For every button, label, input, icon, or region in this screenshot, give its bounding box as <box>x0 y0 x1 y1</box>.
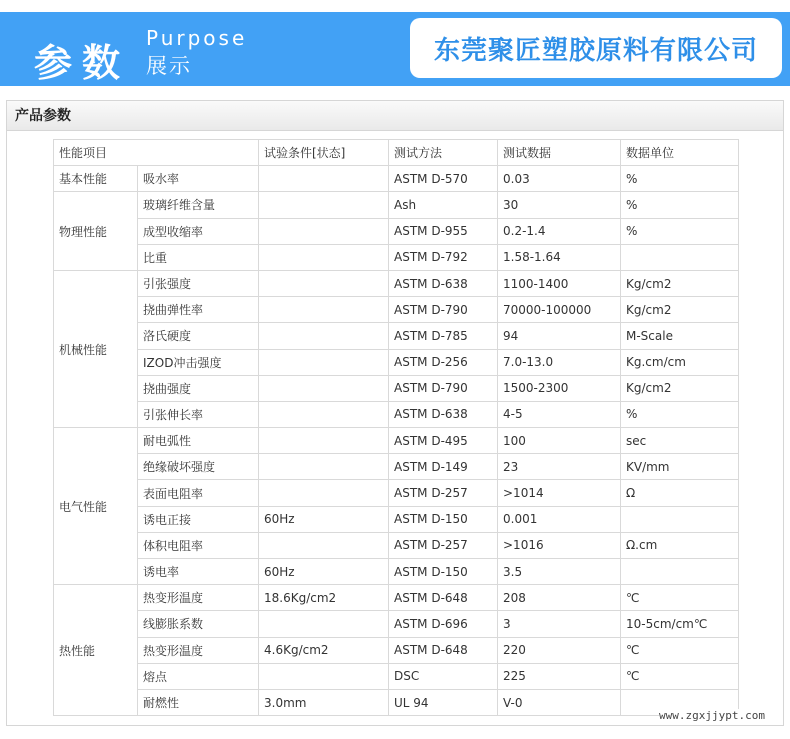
category-cell: 电气性能 <box>54 428 138 585</box>
table-row <box>54 428 739 454</box>
table-row <box>54 637 739 663</box>
property-cell: 引张伸长率 <box>138 401 259 427</box>
condition-cell: 60Hz <box>259 559 389 585</box>
method-cell: ASTM D-150 <box>389 559 498 585</box>
value-cell: 100 <box>498 428 621 454</box>
condition-cell <box>259 663 389 689</box>
unit-cell: Ω <box>621 480 739 506</box>
property-cell: IZOD冲击强度 <box>138 349 259 375</box>
property-cell: 线膨胀系数 <box>138 611 259 637</box>
unit-cell: Kg/cm2 <box>621 270 739 296</box>
condition-cell: 18.6Kg/cm2 <box>259 585 389 611</box>
category-cell: 机械性能 <box>54 270 138 427</box>
condition-cell <box>259 611 389 637</box>
unit-cell: Ω.cm <box>621 532 739 558</box>
method-cell: ASTM D-648 <box>389 637 498 663</box>
banner-subtitle-en: Purpose <box>146 26 248 50</box>
property-cell: 引张强度 <box>138 270 259 296</box>
value-cell: 1100-1400 <box>498 270 621 296</box>
header-cell: 数据单位 <box>621 140 739 166</box>
watermark: www.zgxjjypt.com <box>659 709 765 722</box>
value-cell: 30 <box>498 192 621 218</box>
property-cell: 耐燃性 <box>138 689 259 715</box>
condition-cell <box>259 454 389 480</box>
value-cell: 0.2-1.4 <box>498 218 621 244</box>
condition-cell <box>259 532 389 558</box>
method-cell: DSC <box>389 663 498 689</box>
product-params-panel <box>6 100 784 726</box>
unit-cell: sec <box>621 428 739 454</box>
method-cell: ASTM D-495 <box>389 428 498 454</box>
value-cell: 7.0-13.0 <box>498 349 621 375</box>
unit-cell: % <box>621 166 739 192</box>
value-cell: >1014 <box>498 480 621 506</box>
method-cell: ASTM D-570 <box>389 166 498 192</box>
property-cell: 挠曲弹性率 <box>138 297 259 323</box>
table-row <box>54 192 739 218</box>
property-cell: 热变形温度 <box>138 585 259 611</box>
property-cell: 热变形温度 <box>138 637 259 663</box>
value-cell: 4-5 <box>498 401 621 427</box>
table-row <box>54 454 739 480</box>
value-cell: >1016 <box>498 532 621 558</box>
property-cell: 熔点 <box>138 663 259 689</box>
table-row <box>54 375 739 401</box>
method-cell: ASTM D-790 <box>389 297 498 323</box>
method-cell: ASTM D-638 <box>389 401 498 427</box>
table-row <box>54 218 739 244</box>
value-cell: 1.58-1.64 <box>498 244 621 270</box>
method-cell: ASTM D-257 <box>389 532 498 558</box>
condition-cell <box>259 192 389 218</box>
table-row <box>54 244 739 270</box>
property-cell: 绝缘破坏强度 <box>138 454 259 480</box>
header-cell: 测试方法 <box>389 140 498 166</box>
method-cell: ASTM D-149 <box>389 454 498 480</box>
condition-cell <box>259 480 389 506</box>
property-cell: 体积电阻率 <box>138 532 259 558</box>
value-cell: V-0 <box>498 689 621 715</box>
property-cell: 表面电阻率 <box>138 480 259 506</box>
value-cell: 3.5 <box>498 559 621 585</box>
params-table <box>53 139 739 716</box>
condition-cell <box>259 218 389 244</box>
company-name: 东莞聚匠塑胶原料有限公司 <box>410 18 782 78</box>
method-cell: ASTM D-792 <box>389 244 498 270</box>
property-cell: 比重 <box>138 244 259 270</box>
table-row <box>54 401 739 427</box>
condition-cell <box>259 166 389 192</box>
value-cell: 0.03 <box>498 166 621 192</box>
condition-cell <box>259 297 389 323</box>
header-cell: 性能项目 <box>54 140 259 166</box>
condition-cell <box>259 270 389 296</box>
property-cell: 玻璃纤维含量 <box>138 192 259 218</box>
value-cell: 3 <box>498 611 621 637</box>
table-row <box>54 689 739 715</box>
table-row <box>54 532 739 558</box>
condition-cell <box>259 401 389 427</box>
unit-cell: ℃ <box>621 585 739 611</box>
table-row <box>54 297 739 323</box>
property-cell: 耐电弧性 <box>138 428 259 454</box>
category-cell: 物理性能 <box>54 192 138 271</box>
condition-cell <box>259 323 389 349</box>
value-cell: 0.001 <box>498 506 621 532</box>
unit-cell <box>621 559 739 585</box>
value-cell: 70000-100000 <box>498 297 621 323</box>
unit-cell <box>621 244 739 270</box>
table-row <box>54 323 739 349</box>
condition-cell: 60Hz <box>259 506 389 532</box>
value-cell: 1500-2300 <box>498 375 621 401</box>
unit-cell: ℃ <box>621 663 739 689</box>
header-cell: 测试数据 <box>498 140 621 166</box>
header-cell: 试验条件[状态] <box>259 140 389 166</box>
method-cell: ASTM D-648 <box>389 585 498 611</box>
method-cell: ASTM D-638 <box>389 270 498 296</box>
method-cell: ASTM D-696 <box>389 611 498 637</box>
condition-cell: 4.6Kg/cm2 <box>259 637 389 663</box>
unit-cell: Kg/cm2 <box>621 375 739 401</box>
unit-cell: 10-5cm/cm℃ <box>621 611 739 637</box>
header-row <box>54 140 739 166</box>
condition-cell <box>259 244 389 270</box>
value-cell: 23 <box>498 454 621 480</box>
unit-cell <box>621 506 739 532</box>
condition-cell <box>259 428 389 454</box>
unit-cell: ℃ <box>621 637 739 663</box>
panel-title: 产品参数 <box>7 101 783 131</box>
value-cell: 94 <box>498 323 621 349</box>
property-cell: 挠曲强度 <box>138 375 259 401</box>
property-cell: 吸水率 <box>138 166 259 192</box>
banner-subtitle-cn: 展示 <box>146 54 192 78</box>
category-cell: 基本性能 <box>54 166 138 192</box>
method-cell: ASTM D-790 <box>389 375 498 401</box>
method-cell: ASTM D-955 <box>389 218 498 244</box>
property-cell: 成型收缩率 <box>138 218 259 244</box>
unit-cell: % <box>621 218 739 244</box>
property-cell: 洛氏硬度 <box>138 323 259 349</box>
unit-cell: Kg/cm2 <box>621 297 739 323</box>
property-cell: 诱电正接 <box>138 506 259 532</box>
method-cell: UL 94 <box>389 689 498 715</box>
unit-cell: % <box>621 401 739 427</box>
table-row <box>54 480 739 506</box>
banner <box>0 12 790 86</box>
banner-title: 参数 <box>34 41 131 85</box>
table-row <box>54 166 739 192</box>
table-row <box>54 611 739 637</box>
category-cell: 热性能 <box>54 585 138 716</box>
unit-cell: M-Scale <box>621 323 739 349</box>
property-cell: 诱电率 <box>138 559 259 585</box>
unit-cell: Kg.cm/cm <box>621 349 739 375</box>
method-cell: ASTM D-257 <box>389 480 498 506</box>
condition-cell <box>259 349 389 375</box>
method-cell: ASTM D-785 <box>389 323 498 349</box>
method-cell: ASTM D-150 <box>389 506 498 532</box>
unit-cell: % <box>621 192 739 218</box>
table-row <box>54 270 739 296</box>
value-cell: 208 <box>498 585 621 611</box>
table-row <box>54 349 739 375</box>
value-cell: 220 <box>498 637 621 663</box>
method-cell: ASTM D-256 <box>389 349 498 375</box>
method-cell: Ash <box>389 192 498 218</box>
table-row <box>54 585 739 611</box>
value-cell: 225 <box>498 663 621 689</box>
condition-cell: 3.0mm <box>259 689 389 715</box>
table-row <box>54 559 739 585</box>
table-row <box>54 506 739 532</box>
unit-cell: KV/mm <box>621 454 739 480</box>
table-row <box>54 663 739 689</box>
condition-cell <box>259 375 389 401</box>
